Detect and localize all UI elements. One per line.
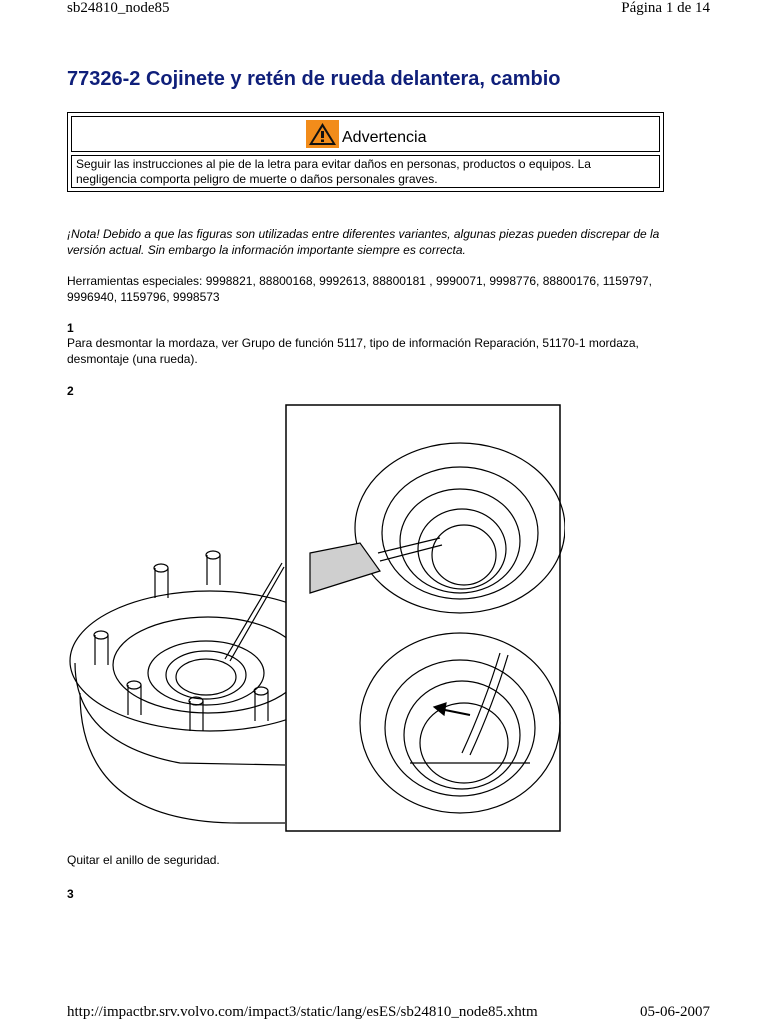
footer-date: 05-06-2007: [640, 1004, 710, 1020]
step-text: Para desmontar la mordaza, ver Grupo de función 5117, tipo de información Reparación, 51170-1 mordaza, desmontaje (una rueda).: [67, 336, 639, 366]
note-text: ¡Nota! Debido a que las figuras son utilizadas entre diferentes variantes, algunas piezas pueden discrepar de la versión actual. Sin embargo la información importante siempre es correcta.: [67, 227, 660, 257]
page-title: 77326-2 Cojinete y retén de rueda delantera, cambio: [67, 68, 561, 90]
warning-header: [71, 116, 660, 152]
warning-box: [67, 112, 664, 192]
step-caption: Quitar el anillo de seguridad.: [67, 853, 220, 867]
step-illustration: [60, 403, 565, 833]
footer-url[interactable]: http://impactbr.srv.volvo.com/impact3/static/lang/esES/sb24810_node85.xhtm: [67, 1004, 538, 1020]
step-number: 1: [67, 321, 74, 335]
warning-text: Seguir las instrucciones al pie de la letra para evitar daños en personas, productos o equipos. La negligencia comporta peligro de muerte o daños personales graves.: [71, 155, 660, 188]
step-number: 2: [67, 384, 74, 398]
warning-triangle-icon: [306, 120, 339, 148]
step-number: 3: [67, 887, 74, 901]
page-number: Página 1 de 14: [621, 0, 710, 16]
special-tools-text: Herramientas especiales: 9998821, 88800168, 9992613, 88800181 , 9990071, 9998776, 88800176, 1159797, 9996940, 1159796, 9998573: [67, 274, 652, 304]
warning-label: Advertencia: [342, 129, 427, 146]
document-id: sb24810_node85: [67, 0, 170, 16]
